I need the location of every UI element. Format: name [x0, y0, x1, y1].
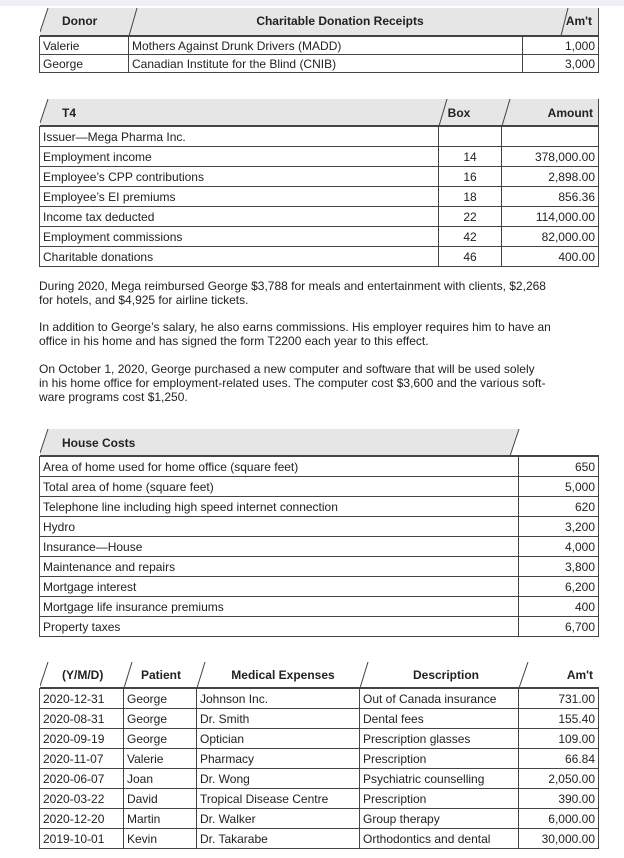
donor-cell: Valerie	[40, 37, 129, 55]
house-amount: 4,000	[519, 537, 599, 557]
table-row	[40, 557, 599, 577]
donations-header-graphic	[40, 8, 599, 36]
medical-provider: Johnson Inc.	[197, 689, 360, 709]
medical-expenses-table	[39, 662, 599, 849]
medical-provider: Dr. Takarabe	[197, 829, 360, 849]
organization-cell: Mothers Against Drunk Drivers (MADD)	[129, 37, 523, 55]
t4-amount-header: Amount	[547, 106, 593, 120]
house-amount: 6,700	[519, 617, 599, 637]
medical-title: Medical Expenses	[230, 668, 335, 682]
house-amount: 620	[519, 497, 599, 517]
medical-date-header: (Y/M/D)	[61, 668, 103, 682]
t4-box: 46	[439, 247, 502, 267]
t4-amount: 2,898.00	[502, 167, 599, 187]
donations-amount-header: Am't	[565, 14, 592, 28]
medical-patient: Kevin	[124, 829, 197, 849]
medical-description: Dental fees	[360, 709, 519, 729]
medical-description: Orthodontics and dental	[360, 829, 519, 849]
medical-date: 2020-06-07	[40, 769, 124, 789]
medical-patient: Valerie	[124, 749, 197, 769]
medical-patient: Joan	[124, 769, 197, 789]
organization-cell: Canadian Institute for the Blind (CNIB)	[129, 55, 523, 73]
medical-provider: Dr. Wong	[197, 769, 360, 789]
medical-patient: David	[124, 789, 197, 809]
medical-date: 2020-03-22	[40, 789, 124, 809]
table-row	[40, 769, 599, 789]
t4-box: 16	[439, 167, 502, 187]
t4-box: 14	[439, 147, 502, 167]
table-row	[40, 829, 599, 849]
house-amount: 5,000	[519, 477, 599, 497]
house-title: House Costs	[61, 436, 135, 450]
house-amount: 6,200	[519, 577, 599, 597]
medical-amount: 731.00	[519, 689, 599, 709]
t4-box: 22	[439, 207, 502, 227]
medical-patient: George	[124, 729, 197, 749]
t4-label: Employee’s CPP contributions	[40, 167, 439, 187]
medical-description: Psychiatric counselling	[360, 769, 519, 789]
t4-table	[39, 99, 599, 267]
medical-amount: 66.84	[519, 749, 599, 769]
table-row	[40, 457, 599, 477]
donor-cell: George	[40, 55, 129, 73]
table-row	[40, 147, 599, 167]
medical-amount-header: Am't	[566, 668, 593, 682]
table-row	[40, 227, 599, 247]
medical-provider: Pharmacy	[197, 749, 360, 769]
house-costs-table	[39, 429, 599, 637]
table-row	[40, 729, 599, 749]
t4-amount: 82,000.00	[502, 227, 599, 247]
table-row	[40, 809, 599, 829]
t4-issuer: Issuer—Mega Pharma Inc.	[40, 127, 439, 147]
t4-amount: 378,000.00	[502, 147, 599, 167]
top-strip	[0, 0, 624, 6]
house-label: Insurance—House	[40, 537, 519, 557]
house-header-graphic	[40, 429, 599, 456]
medical-date: 2020-08-31	[40, 709, 124, 729]
house-label: Maintenance and repairs	[40, 557, 519, 577]
amount-cell: 3,000	[523, 55, 599, 73]
medical-provider: Dr. Walker	[197, 809, 360, 829]
medical-date: 2020-12-31	[40, 689, 124, 709]
t4-amount: 856.36	[502, 187, 599, 207]
medical-description: Out of Canada insurance	[360, 689, 519, 709]
donations-table	[39, 8, 599, 73]
medical-description: Prescription glasses	[360, 729, 519, 749]
medical-date: 2019-10-01	[40, 829, 124, 849]
table-row	[40, 617, 599, 637]
medical-amount: 30,000.00	[519, 829, 599, 849]
medical-amount: 155.40	[519, 709, 599, 729]
medical-description: Prescription	[360, 789, 519, 809]
table-row	[40, 577, 599, 597]
house-amount: 3,800	[519, 557, 599, 577]
medical-provider: Optician	[197, 729, 360, 749]
medical-amount: 109.00	[519, 729, 599, 749]
t4-box: 18	[439, 187, 502, 207]
medical-patient-header: Patient	[140, 668, 181, 682]
medical-provider: Tropical Disease Centre	[197, 789, 360, 809]
medical-patient: Martin	[124, 809, 197, 829]
medical-description-header: Description	[412, 668, 479, 682]
donations-title: Charitable Donation Receipts	[255, 14, 424, 28]
medical-amount: 6,000.00	[519, 809, 599, 829]
medical-date: 2020-09-19	[40, 729, 124, 749]
table-row	[40, 597, 599, 617]
house-label: Total area of home (square feet)	[40, 477, 519, 497]
table-row	[40, 709, 599, 729]
medical-description: Group therapy	[360, 809, 519, 829]
table-row	[40, 517, 599, 537]
table-row	[40, 247, 599, 267]
medical-date: 2020-12-20	[40, 809, 124, 829]
t4-box-header: Box	[447, 106, 470, 120]
t4-label: Employment income	[40, 147, 439, 167]
t4-label: Charitable donations	[40, 247, 439, 267]
t4-header-graphic	[40, 99, 599, 126]
table-row	[40, 167, 599, 187]
table-row	[40, 497, 599, 517]
t4-title: T4	[61, 106, 76, 120]
medical-amount: 2,050.00	[519, 769, 599, 789]
amount-cell: 1,000	[523, 37, 599, 55]
t4-box: 42	[439, 227, 502, 247]
table-row	[40, 689, 599, 709]
t4-amount: 400.00	[502, 247, 599, 267]
t4-label: Employment commissions	[40, 227, 439, 247]
house-label: Telephone line including high speed internet connection	[40, 497, 519, 517]
house-amount: 3,200	[519, 517, 599, 537]
medical-provider: Dr. Smith	[197, 709, 360, 729]
house-label: Property taxes	[40, 617, 519, 637]
t4-label: Employee’s EI premiums	[40, 187, 439, 207]
t4-label: Income tax deducted	[40, 207, 439, 227]
table-row	[40, 187, 599, 207]
house-amount: 400	[519, 597, 599, 617]
house-label: Mortgage interest	[40, 577, 519, 597]
donations-header	[40, 8, 599, 37]
t4-amount: 114,000.00	[502, 207, 599, 227]
table-row	[40, 537, 599, 557]
paragraph-reimbursement: During 2020, Mega reimbursed George $3,788 for meals and entertainment with clients, $2,268 for hotels, and $4,925 for airline tickets.	[39, 279, 546, 307]
table-row	[40, 55, 599, 73]
house-amount: 650	[519, 457, 599, 477]
medical-patient: George	[124, 709, 197, 729]
medical-header	[40, 662, 599, 689]
house-header	[40, 429, 599, 457]
medical-description: Prescription	[360, 749, 519, 769]
medical-patient: George	[124, 689, 197, 709]
house-label: Mortgage life insurance premiums	[40, 597, 519, 617]
table-row	[40, 477, 599, 497]
medical-header-graphic	[40, 662, 599, 688]
medical-amount: 390.00	[519, 789, 599, 809]
house-label: Area of home used for home office (square feet)	[40, 457, 519, 477]
paragraph-commissions: In addition to George’s salary, he also earns commissions. His employer requires him to have an office in his home and has signed the form T2200 each year to this effect.	[39, 320, 551, 348]
table-row	[40, 789, 599, 809]
paragraph-computer: On October 1, 2020, George purchased a new computer and software that will be used solely in his home office for employment-related uses. The computer cost $3,600 and the various soft- ware programs cost $1,250.	[39, 362, 546, 404]
house-label: Hydro	[40, 517, 519, 537]
table-row	[40, 749, 599, 769]
table-row	[40, 127, 599, 147]
table-row	[40, 207, 599, 227]
table-row	[40, 37, 599, 55]
donor-header: Donor	[61, 14, 97, 28]
medical-date: 2020-11-07	[40, 749, 124, 769]
t4-header	[40, 99, 599, 127]
